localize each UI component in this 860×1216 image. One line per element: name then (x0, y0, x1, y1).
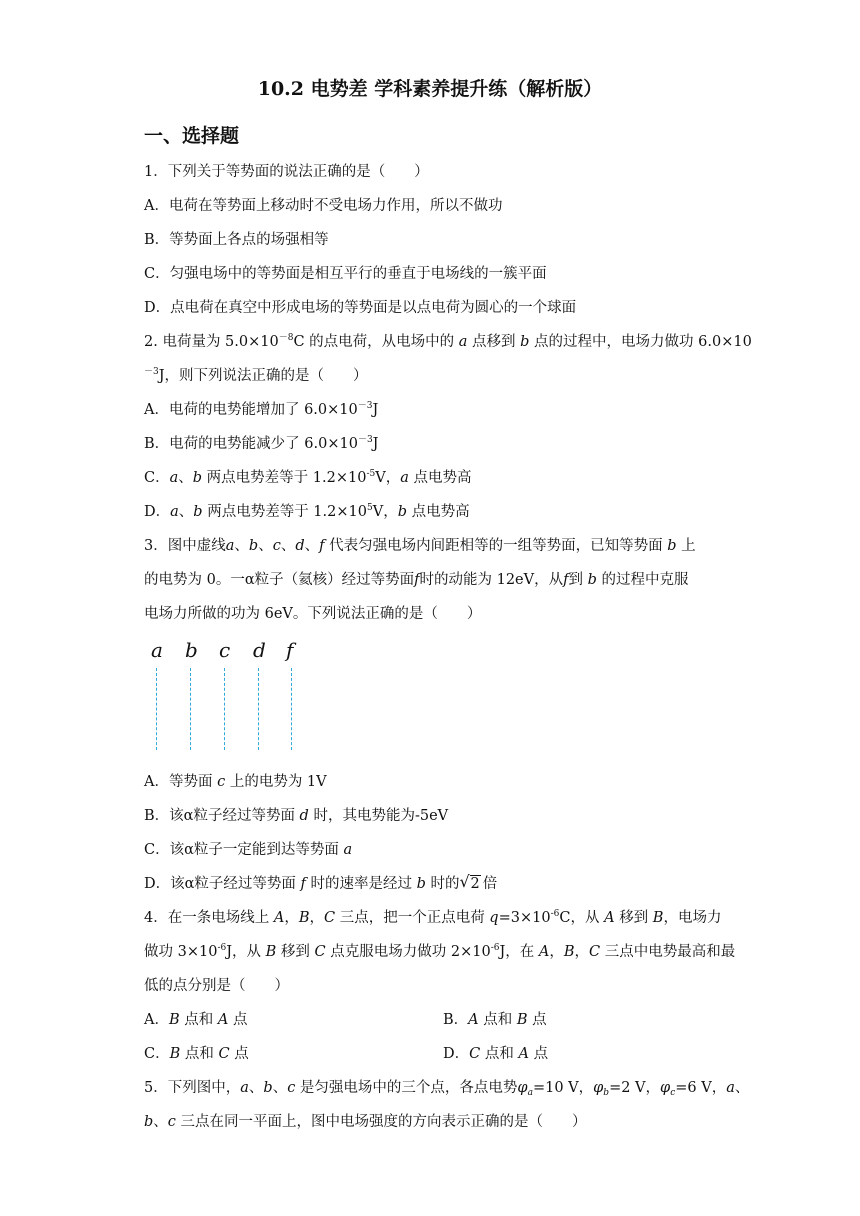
q3-stem-line2: 的电势为 0。一α粒子（氦核）经过等势面f时的动能为 12eV，从f到 b 的过程中克服 (144, 572, 689, 588)
q3-option-c: C．该α粒子一定能到达等势面 a (144, 842, 353, 858)
section-heading: 一、选择题 (144, 125, 240, 147)
q4-stem-line2: 做功 $3\times 10^{-6}J$，从 B 移到 C 点克服电场力做功 $2\times 10^{-6}J$，在 A，B，C 三点中电势最高和最 (144, 943, 736, 960)
q2-option-d: D．a、b 两点电势差等于 $1.2\times 10^5V$，b 点电势高 (144, 503, 470, 520)
plane-label-a: a (151, 638, 163, 662)
plane-label-f: f (286, 638, 294, 662)
q2-option-c: C．a、b 两点电势差等于 $1.2\times 10^{-5}V$，a 点电势高 (144, 469, 472, 486)
q1-option-b: B．等势面上各点的场强相等 (144, 232, 329, 248)
q3-option-a: A．等势面 c 上的电势为 1V (144, 774, 327, 790)
q2-option-b: B．电荷的电势能减少了 $6.0\times 10^{-3}J$ (144, 435, 379, 452)
q4-option-c: C．B 点和 C 点 (144, 1046, 249, 1062)
q5-stem-line1: 5．下列图中，a、b、c 是匀强电场中的三个点，各点电势$\varphi_a=10$ V，$\varphi_b=2$ V，$\varphi_c=6$ V，a、 (144, 1080, 750, 1098)
q3-stem-line1: 3．图中虚线a、b、c、d、f 代表匀强电场内间距相等的一组等势面，已知等势面 b 上 (144, 538, 696, 554)
q2-stem-line2: $^{-3}$J，则下列说法正确的是（ ） (144, 367, 368, 384)
q4-stem-line1: 4．在一条电场线上 A，B，C 三点，把一个正点电荷 $q=3\times 10^{-6}C$，从 A 移到 B，电场力 (144, 909, 722, 926)
equipotential-figure (140, 638, 310, 756)
q4-option-a: A．B 点和 A 点 (144, 1012, 248, 1028)
sqrt-symbol: √ 2 (459, 872, 480, 892)
plane-label-b: b (185, 638, 198, 662)
q1-option-d: D．点电荷在真空中形成电场的等势面是以点电荷为圆心的一个球面 (144, 300, 577, 316)
q4-stem-line3: 低的点分别是（ ） (144, 978, 289, 994)
q3-option-b: B．该α粒子经过等势面 d 时，其电势能为-5eV (144, 808, 449, 824)
q3-option-d: D．该α粒子经过等势面 f 时的速率是经过 b 时的 √ 2 倍 (144, 872, 498, 892)
q3-stem-line3: 电场力所做的功为 6eV。下列说法正确的是（ ） (144, 606, 482, 622)
plane-label-d: d (253, 638, 266, 662)
equipotential-line-c (224, 668, 225, 750)
q5-stem-line2: b、c 三点在同一平面上，图中电场强度的方向表示正确的是（ ） (144, 1114, 587, 1130)
page-title: 10.2 电势差 学科素养提升练（解析版） (257, 78, 603, 100)
q2-option-a: A．电荷的电势能增加了 $6.0\times 10^{-3}J$ (144, 401, 379, 418)
equipotential-line-f (291, 668, 292, 750)
q4-option-b: B．A 点和 B 点 (443, 1012, 547, 1028)
q1-option-a: A．电荷在等势面上移动时不受电场力作用，所以不做功 (144, 198, 503, 214)
equipotential-line-b (190, 668, 191, 750)
plane-label-c: c (219, 638, 231, 662)
q4-option-d: D．C 点和 A 点 (443, 1046, 549, 1062)
q1-option-c: C．匀强电场中的等势面是相互平行的垂直于电场线的一簇平面 (144, 266, 547, 282)
q1-stem: 1．下列关于等势面的说法正确的是（ ） (144, 164, 429, 180)
equipotential-line-d (258, 668, 259, 750)
q2-stem-line1: 2. 电荷量为 $5.0\times 10^{-8}C$ 的点电荷，从电场中的 a 点移到 b 点的过程中，电场力做功 6.0×10 (144, 333, 752, 350)
equipotential-line-a (156, 668, 157, 750)
